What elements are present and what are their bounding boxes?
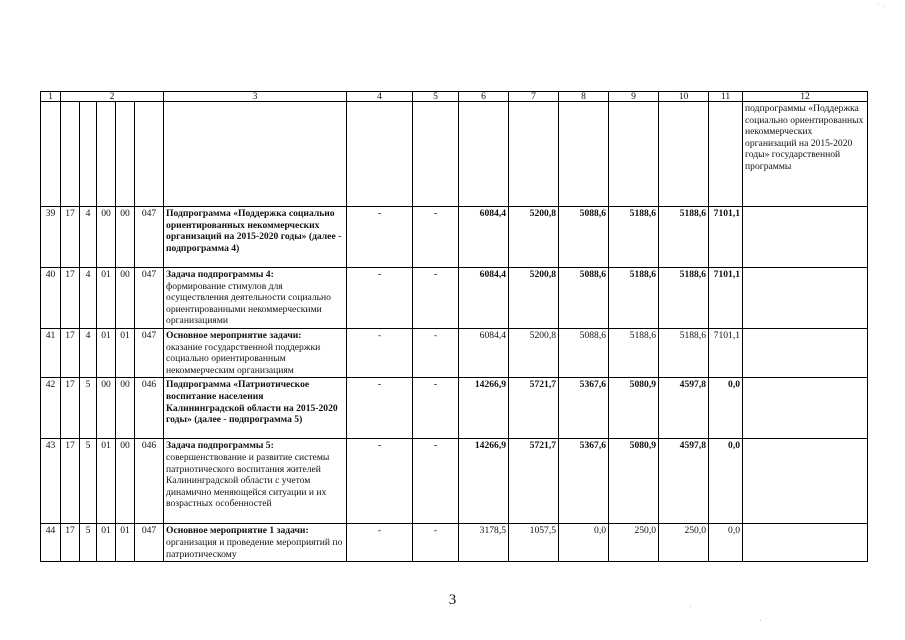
- code-cell: 047: [135, 207, 164, 268]
- col4-cell: -: [347, 378, 413, 439]
- table-row: [41, 207, 868, 268]
- value-cell: 1057,5: [509, 524, 559, 562]
- code-cell: 01: [116, 329, 135, 378]
- table-row: [41, 524, 868, 562]
- header-cell: 10: [659, 92, 709, 102]
- value-cell: 250,0: [609, 524, 659, 562]
- code-cell: 17: [61, 439, 80, 524]
- value-cell: 5080,9: [609, 439, 659, 524]
- value-cell: 5721,7: [509, 378, 559, 439]
- code-cell: 5: [80, 439, 97, 524]
- code-cell: 046: [135, 439, 164, 524]
- col4-cell: -: [347, 207, 413, 268]
- col5-cell: -: [413, 207, 459, 268]
- value-cell: 6084,4: [459, 207, 509, 268]
- page-number: 3: [448, 592, 457, 608]
- value-cell: 0,0: [709, 439, 743, 524]
- col5-cell: -: [413, 329, 459, 378]
- table-row: [41, 439, 868, 524]
- note-cell: [743, 329, 868, 378]
- code-cell: 047: [135, 268, 164, 329]
- value-cell: 5200,8: [509, 329, 559, 378]
- col5-cell: -: [413, 524, 459, 562]
- scan-speck: [878, 4, 879, 5]
- col4-cell: -: [347, 329, 413, 378]
- table-row: [41, 268, 868, 329]
- code-cell: 047: [135, 329, 164, 378]
- value-cell: 5188,6: [609, 329, 659, 378]
- value-cell: 4597,8: [659, 439, 709, 524]
- code-cell: 00: [97, 378, 116, 439]
- value-cell: 0,0: [559, 524, 609, 562]
- value-cell: 5367,6: [559, 378, 609, 439]
- scan-speck: [690, 606, 691, 607]
- value-cell: 14266,9: [459, 439, 509, 524]
- name-cell: [164, 268, 347, 329]
- name-text: организация и проведение мероприятий по патриотическому: [166, 536, 343, 560]
- header-cell: 9: [609, 92, 659, 102]
- row-number: 41: [41, 329, 61, 378]
- value-cell: 5200,8: [509, 207, 559, 268]
- col5-cell: -: [413, 439, 459, 524]
- value-cell: 5080,9: [609, 378, 659, 439]
- code-cell: 01: [116, 524, 135, 562]
- name-cell: Подпрограмма «Поддержка социально ориентированных некоммерческих организаций на 2015-2020 годы» (далее - подпрограмма 4): [164, 207, 347, 268]
- value-cell: 5088,6: [559, 207, 609, 268]
- code-cell: 01: [97, 329, 116, 378]
- code-cell: 17: [61, 378, 80, 439]
- value-cell: 5367,6: [559, 439, 609, 524]
- value-cell: 3178,5: [459, 524, 509, 562]
- code-cell: 17: [61, 524, 80, 562]
- code-cell: 17: [61, 207, 80, 268]
- code-cell: 00: [116, 207, 135, 268]
- name-bold: Основное мероприятие 1 задачи:: [166, 525, 309, 537]
- value-cell: 6084,4: [459, 329, 509, 378]
- header-cell: 2: [61, 92, 164, 102]
- header-cell: 12: [743, 92, 868, 102]
- note-cell: [743, 439, 868, 524]
- scan-speck: [760, 620, 761, 621]
- header-cell: 3: [164, 92, 347, 102]
- row-number: 44: [41, 524, 61, 562]
- name-bold: Задача подпрограммы 4:: [166, 269, 274, 280]
- col5-cell: -: [413, 268, 459, 329]
- code-cell: 17: [61, 268, 80, 329]
- code-cell: 17: [61, 329, 80, 378]
- value-cell: 7101,1: [709, 268, 743, 329]
- name-text: формирование стимулов для осуществления деятельности социально ориентированными некоммерческими организациями: [166, 280, 331, 327]
- code-cell: 5: [80, 524, 97, 562]
- code-cell: 01: [97, 439, 116, 524]
- col5-cell: -: [413, 378, 459, 439]
- header-cell: 7: [509, 92, 559, 102]
- note-cell: [743, 268, 868, 329]
- table-row: [41, 329, 868, 378]
- value-cell: 0,0: [709, 524, 743, 562]
- value-cell: 14266,9: [459, 378, 509, 439]
- col4-cell: -: [347, 439, 413, 524]
- value-cell: 5188,6: [659, 207, 709, 268]
- row-number: 43: [41, 439, 61, 524]
- name-cell: [164, 439, 347, 524]
- code-cell: 00: [116, 378, 135, 439]
- col4-cell: -: [347, 268, 413, 329]
- scan-speck: [884, 6, 885, 7]
- note-cell: [743, 207, 868, 268]
- table-row-continuation: [41, 102, 868, 207]
- value-cell: 4597,8: [659, 378, 709, 439]
- code-cell: 047: [135, 524, 164, 562]
- header-row: [41, 92, 868, 102]
- code-cell: 00: [116, 439, 135, 524]
- row-number: 40: [41, 268, 61, 329]
- value-cell: 7101,1: [709, 207, 743, 268]
- header-cell: 11: [709, 92, 743, 102]
- name-cell: Подпрограмма «Патриотическое воспитание населения Калининградской области на 2015-2020 годы» (далее - подпрограмма 5): [164, 378, 347, 439]
- name-bold: Задача подпрограммы 5:: [166, 440, 274, 452]
- row-number: 39: [41, 207, 61, 268]
- code-cell: 046: [135, 378, 164, 439]
- budget-table: [40, 91, 868, 562]
- value-cell: 5088,6: [559, 268, 609, 329]
- name-cell: [164, 524, 347, 562]
- value-cell: 5188,6: [659, 329, 709, 378]
- col4-cell: -: [347, 524, 413, 562]
- name-cell: [164, 329, 347, 378]
- value-cell: 5200,8: [509, 268, 559, 329]
- value-cell: 7101,1: [709, 329, 743, 378]
- header-cell: 8: [559, 92, 609, 102]
- header-cell: 1: [41, 92, 61, 102]
- value-cell: 6084,4: [459, 268, 509, 329]
- value-cell: 5188,6: [609, 268, 659, 329]
- code-cell: 4: [80, 329, 97, 378]
- note-cell: [743, 524, 868, 562]
- value-cell: 5188,6: [659, 268, 709, 329]
- value-cell: 250,0: [659, 524, 709, 562]
- name-bold: Основное мероприятие задачи:: [166, 330, 302, 341]
- value-cell: 5188,6: [609, 207, 659, 268]
- header-cell: 5: [413, 92, 459, 102]
- note-cell: [743, 378, 868, 439]
- code-cell: 5: [80, 378, 97, 439]
- code-cell: 00: [116, 268, 135, 329]
- value-cell: 5721,7: [509, 439, 559, 524]
- code-cell: 4: [80, 268, 97, 329]
- continuation-cell: подпрограммы «Поддержка социально ориентированных некоммерческих организаций на 2015-2020 годы» государственной программы: [743, 102, 868, 207]
- name-text: оказание государственной поддержки социально ориентированным некоммерческим организациям: [166, 341, 321, 376]
- code-cell: 00: [97, 207, 116, 268]
- header-cell: 4: [347, 92, 413, 102]
- table-row: [41, 378, 868, 439]
- value-cell: 0,0: [709, 378, 743, 439]
- value-cell: 5088,6: [559, 329, 609, 378]
- code-cell: 4: [80, 207, 97, 268]
- header-cell: 6: [459, 92, 509, 102]
- code-cell: 01: [97, 524, 116, 562]
- row-number: 42: [41, 378, 61, 439]
- name-text: совершенствование и развитие системы патриотического воспитания жителей Калининградской области с учетом динамично меняющейся ситуации и их возрастных особенностей: [166, 451, 330, 510]
- code-cell: 01: [97, 268, 116, 329]
